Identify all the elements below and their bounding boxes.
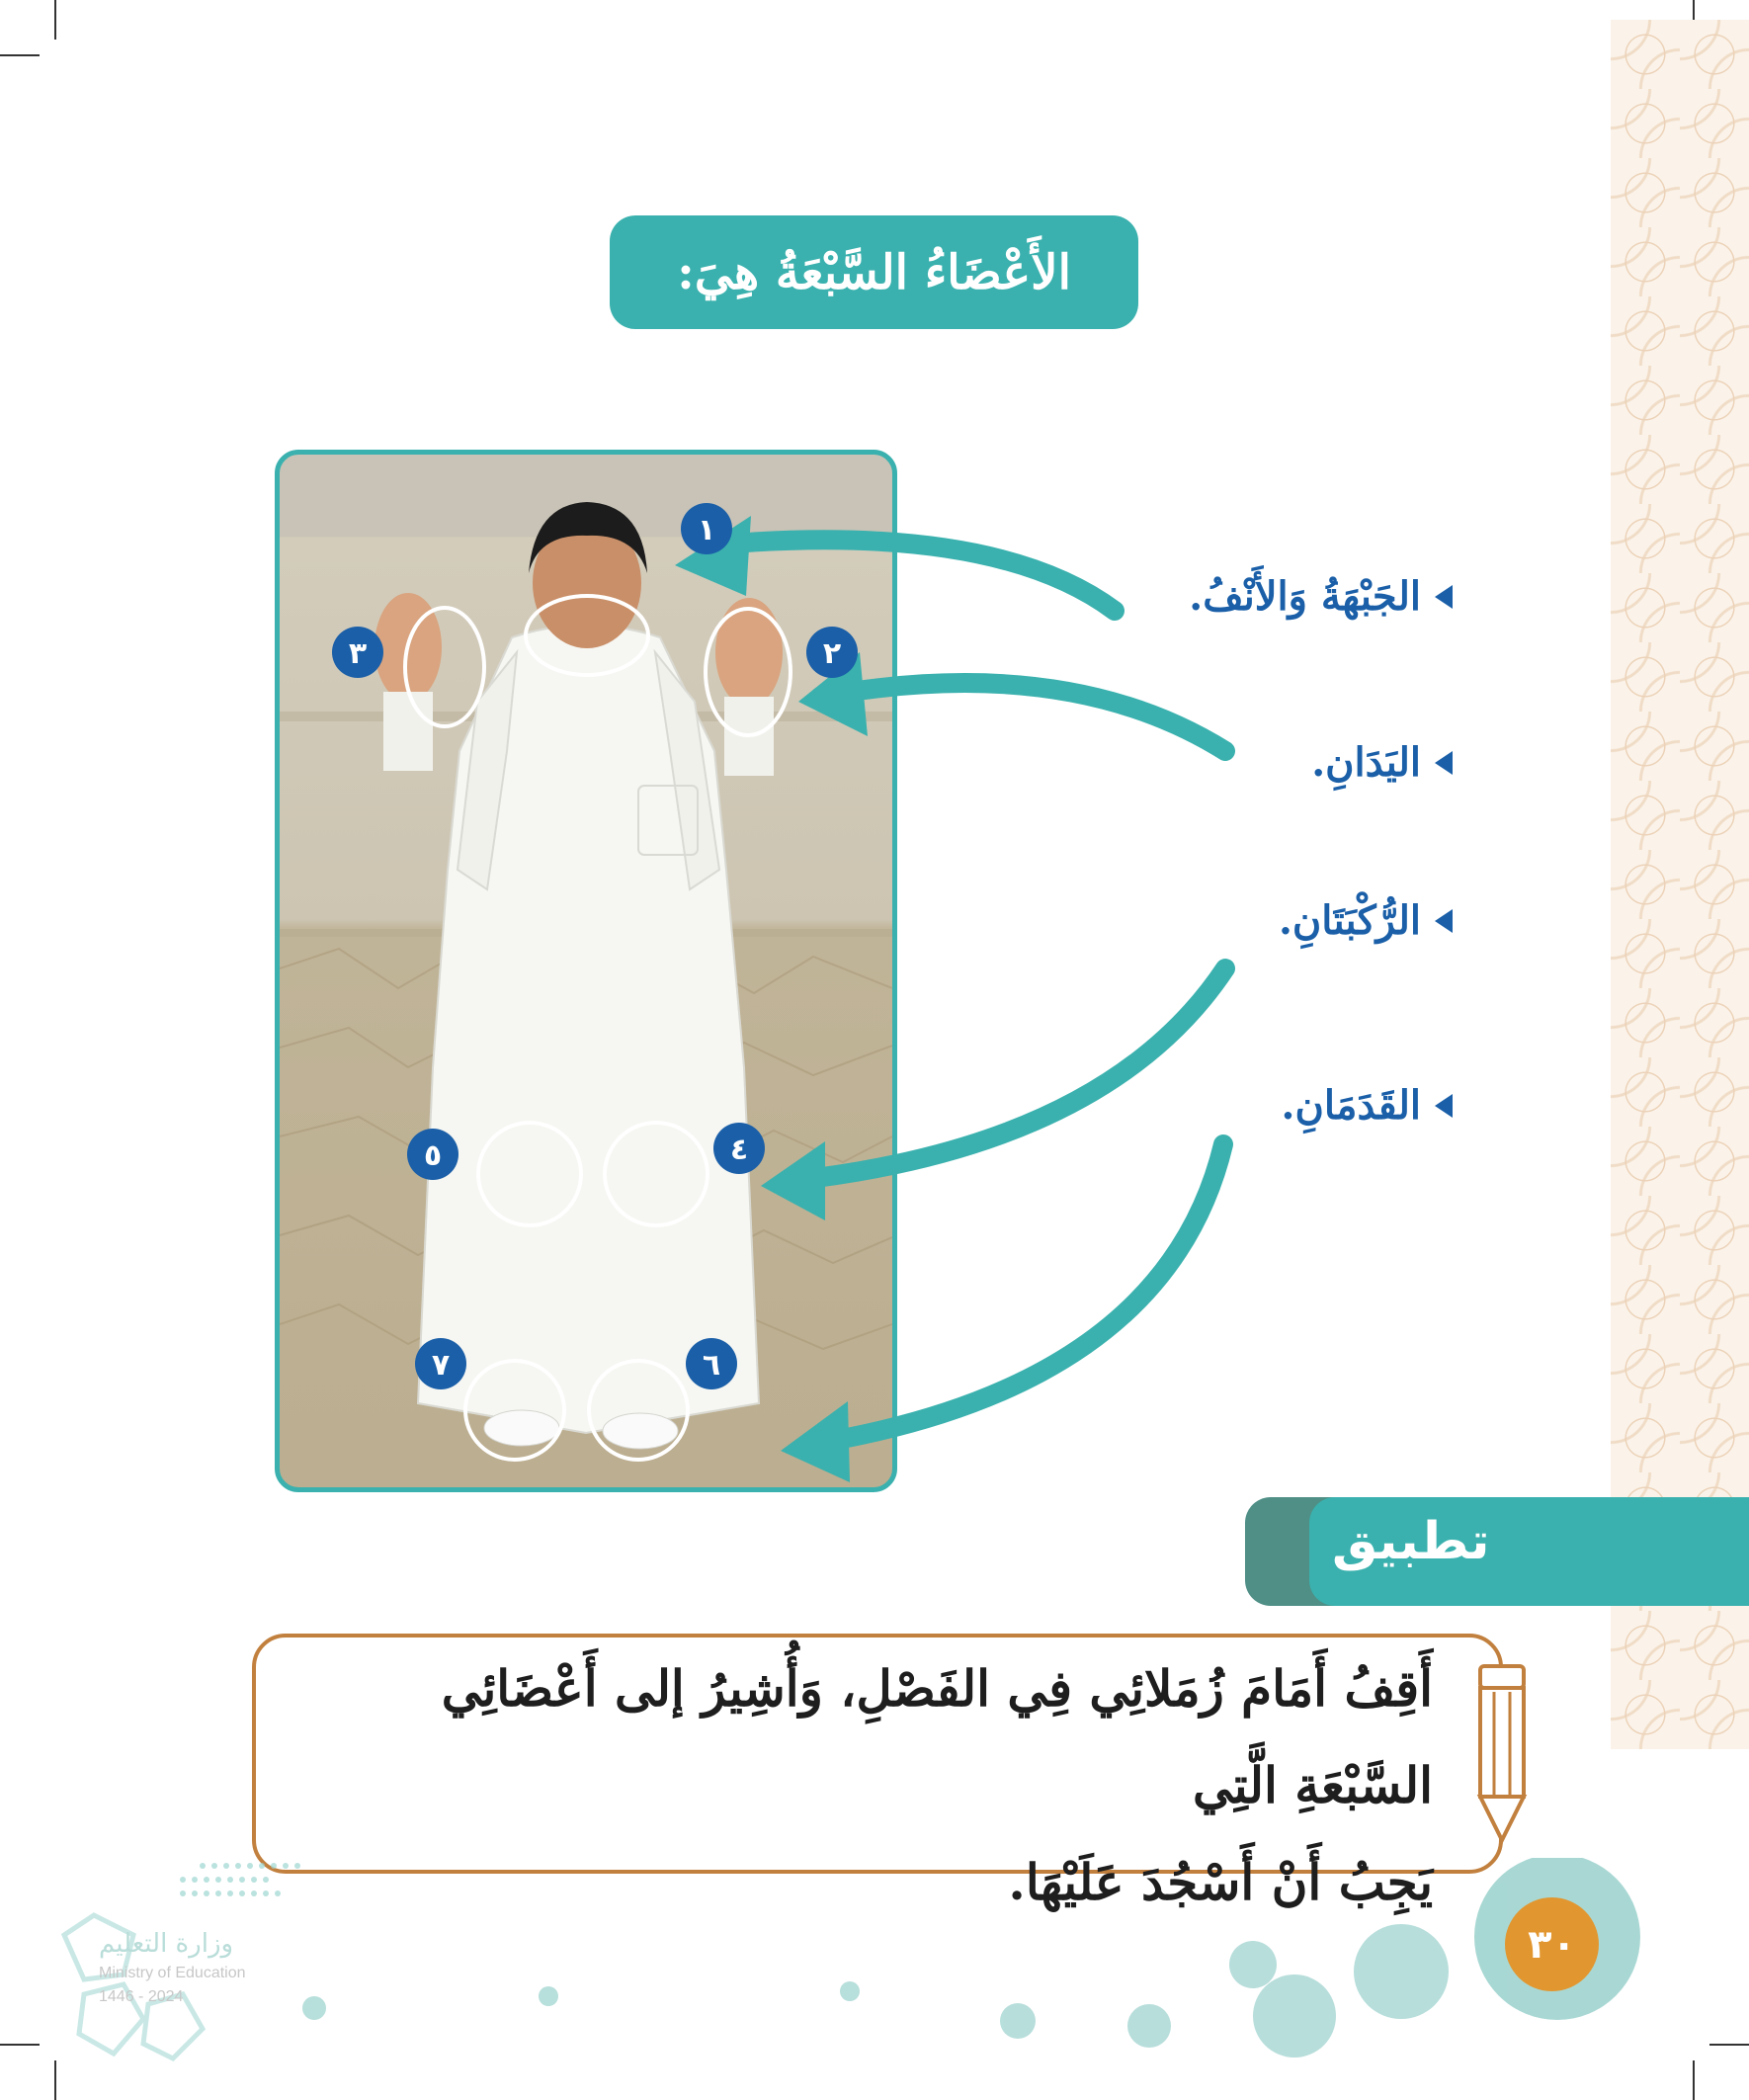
bullet-forehead-nose [1189, 573, 1453, 620]
bullet-triangle-icon [1435, 1094, 1453, 1118]
ministry-name-ar: وزارة التعليم [99, 1929, 234, 1959]
bullet-label: الرُّكْبَتَانِ. [1278, 897, 1421, 944]
marker-4 [713, 1123, 765, 1174]
instruction-line-1: أَقِفُ أَمَامَ زُمَلائِي فِي الفَصْلِ، وَأُشِيرُ إلى أَعْضَائِي السَّبْعَةِ الَّتِي [441, 1659, 1433, 1814]
arrow-feet-head [781, 1401, 850, 1482]
svg-text:٢: ٢ [822, 636, 842, 671]
bullet-triangle-icon [1435, 909, 1453, 933]
pencil-icon [1472, 1660, 1532, 1848]
arrow-feet [820, 1144, 1223, 1443]
svg-text:٦: ٦ [702, 1348, 721, 1383]
bullet-label: اليَدَانِ. [1311, 739, 1421, 786]
marker-5 [407, 1129, 458, 1180]
arrow-hands [820, 683, 1225, 751]
bullet-label: القَدَمَانِ. [1281, 1082, 1421, 1129]
marker-3 [332, 627, 383, 678]
ministry-logo-icon [54, 1856, 351, 2063]
bullet-knees [1279, 897, 1453, 944]
svg-text:٣: ٣ [348, 636, 368, 671]
bullet-label: الجَبْهَةُ وَالأَنْفُ. [1189, 573, 1421, 620]
apply-heading: تطبيق [1332, 1512, 1490, 1571]
marker-1 [681, 503, 732, 554]
svg-text:٥: ٥ [423, 1138, 443, 1173]
bullet-triangle-icon [1435, 585, 1453, 609]
ministry-name-en: Ministry of Education [99, 1965, 246, 1981]
bullet-feet [1282, 1082, 1453, 1129]
ministry-year: 2024 - 1446 [99, 1988, 184, 2005]
bullet-hands [1311, 739, 1453, 786]
bullet-triangle-icon [1435, 751, 1453, 775]
marker-6 [686, 1338, 737, 1389]
marker-7 [415, 1338, 466, 1389]
arrow-forehead [731, 540, 1115, 611]
svg-text:٧: ٧ [431, 1348, 451, 1383]
page-number: ٣٠ [1505, 1897, 1599, 1991]
arrow-knees [791, 968, 1225, 1181]
section-title: الأَعْضَاءُ السَّبْعَةُ هِيَ: [610, 215, 1138, 329]
marker-2 [806, 627, 858, 678]
instruction-line-2: يَجِبُ أَنْ أَسْجُدَ عَلَيْهَا. [1008, 1853, 1433, 1911]
svg-text:١: ١ [697, 513, 716, 547]
svg-text:٤: ٤ [729, 1133, 749, 1167]
arrow-knees-head [761, 1141, 825, 1220]
